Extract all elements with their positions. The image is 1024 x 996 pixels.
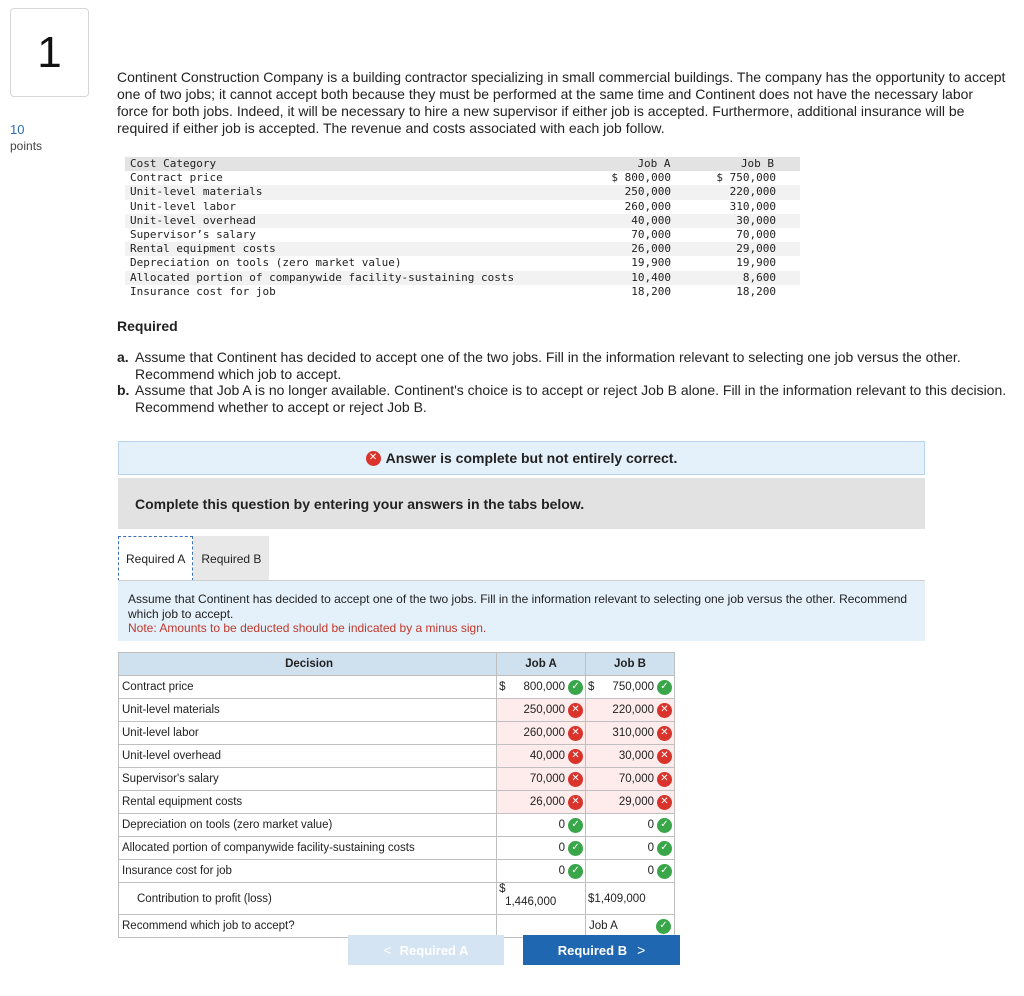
cost-table-row xyxy=(125,256,800,270)
cost-cell: $ 750,000 xyxy=(716,171,776,185)
header-decision: Decision xyxy=(119,653,497,676)
instructions-text: Assume that Continent has decided to accept one of the two jobs. Fill in the information relevant to selecting one job versus the other. Recommend which job to accept. xyxy=(128,592,908,621)
header-job-b: Job B xyxy=(586,653,675,676)
answer-input-job-a[interactable] xyxy=(497,860,585,882)
recommend-select[interactable] xyxy=(586,915,674,937)
tab-instructions xyxy=(118,581,925,641)
cost-cell: 8,600 xyxy=(742,270,776,284)
answer-value: 250,000 xyxy=(523,704,566,716)
cost-cell: 40,000 xyxy=(631,213,671,227)
required-item-label: b. xyxy=(117,382,130,398)
answer-input-job-a[interactable] xyxy=(497,722,585,744)
chevron-right-icon: > xyxy=(637,942,646,958)
contribution-value-a xyxy=(497,883,585,914)
cost-cell: 70,000 xyxy=(631,227,671,241)
cost-table-row xyxy=(125,242,800,256)
answer-row xyxy=(119,768,675,791)
answer-input-job-a[interactable] xyxy=(497,768,585,790)
answer-value: 800,000 xyxy=(523,681,566,693)
header-job-a: Job A xyxy=(497,653,586,676)
answer-cell-job-a xyxy=(497,722,586,745)
answer-row xyxy=(119,745,675,768)
cost-header-cell: Job B xyxy=(740,157,775,170)
answer-input-job-b[interactable] xyxy=(586,837,674,859)
answer-row-label: Unit-level overhead xyxy=(119,745,497,768)
chevron-left-icon: < xyxy=(383,942,392,958)
dollar-sign: $ xyxy=(588,681,595,693)
tab-bar xyxy=(118,536,269,581)
cost-cell: 250,000 xyxy=(624,185,671,199)
incorrect-icon: ✕ xyxy=(657,749,672,764)
required-item-text: Assume that Job A is no longer available. Continent's choice is to accept or reject Job B alone. Fill in the information relevant to this decision. Recommend whether to accept or reject Job B. xyxy=(135,382,1007,415)
answer-input-job-b[interactable] xyxy=(586,768,674,790)
answer-input-job-b[interactable] xyxy=(586,814,674,836)
cost-cell: 19,900 xyxy=(631,256,671,270)
incorrect-icon: ✕ xyxy=(568,703,583,718)
instruction-bar xyxy=(118,478,925,529)
answer-input-job-a[interactable] xyxy=(497,837,585,859)
cost-cell: 310,000 xyxy=(729,199,776,213)
answer-cell-job-b xyxy=(586,676,675,699)
answer-cell-job-a xyxy=(497,814,586,837)
answer-input-job-a[interactable] xyxy=(497,745,585,767)
banner-text: Answer is complete but not entirely correct. xyxy=(385,450,678,466)
answer-cell-job-b xyxy=(586,768,675,791)
answer-cell-job-a xyxy=(497,860,586,883)
check-icon: ✓ xyxy=(568,818,583,833)
answer-cell-job-a xyxy=(497,791,586,814)
cost-cell: 220,000 xyxy=(729,185,776,199)
points-value: 10 xyxy=(10,122,25,137)
cost-cell: Contract price xyxy=(130,171,223,185)
answer-value: 220,000 xyxy=(612,704,654,716)
recommend-value: Job A xyxy=(589,920,618,932)
answer-value: 0 xyxy=(558,842,566,854)
answer-value: 0 xyxy=(647,819,654,831)
check-icon: ✓ xyxy=(568,680,583,695)
prev-tab-button[interactable] xyxy=(348,935,504,965)
answer-value: 260,000 xyxy=(523,727,566,739)
check-icon: ✓ xyxy=(568,864,583,879)
next-tab-label: Required B xyxy=(557,942,628,958)
cost-cell: 26,000 xyxy=(631,242,671,256)
incorrect-icon: ✕ xyxy=(568,795,583,810)
answer-row xyxy=(119,699,675,722)
contribution-row xyxy=(119,883,675,915)
answer-input-job-a[interactable] xyxy=(497,699,585,721)
answer-cell-job-b xyxy=(586,745,675,768)
cost-cell: 260,000 xyxy=(624,199,671,213)
answer-input-job-b[interactable] xyxy=(586,745,674,767)
check-icon: ✓ xyxy=(657,841,672,856)
instruction-bar-text: Complete this question by entering your answers in the tabs below. xyxy=(135,495,585,512)
cost-table-row xyxy=(125,271,800,285)
points-label: points xyxy=(10,139,43,153)
cost-cell: $ 800,000 xyxy=(611,171,671,185)
tab-required-a[interactable]: Required A xyxy=(118,536,193,581)
contribution-amount-a: 1,446,000 xyxy=(505,896,557,908)
answer-status-banner xyxy=(118,441,925,475)
answer-cell-job-b xyxy=(586,722,675,745)
answer-row xyxy=(119,722,675,745)
dollar-sign: $ xyxy=(499,681,506,693)
incorrect-icon: ✕ xyxy=(657,795,672,810)
instructions-note: Note: Amounts to be deducted should be indicated by a minus sign. xyxy=(128,621,487,635)
cost-table xyxy=(125,157,800,299)
incorrect-icon: ✕ xyxy=(366,451,381,466)
answer-row xyxy=(119,814,675,837)
answer-row-label: Contract price xyxy=(119,676,497,699)
answer-cell-job-b xyxy=(586,791,675,814)
answer-row xyxy=(119,837,675,860)
check-icon: ✓ xyxy=(657,680,672,695)
cost-cell: 29,000 xyxy=(736,242,776,256)
question-number: 1 xyxy=(37,27,62,77)
answer-value: 40,000 xyxy=(529,750,566,762)
answer-value: 0 xyxy=(558,865,566,877)
answer-input-job-a[interactable] xyxy=(497,814,585,836)
cost-cell: 18,200 xyxy=(736,284,776,298)
answer-value: 0 xyxy=(647,865,654,877)
answer-cell-job-a xyxy=(497,676,586,699)
question-intro: Continent Construction Company is a building contractor specializing in small commercial buildings. The company has the opportunity to accept one of two jobs; it cannot accept both because they must be performed at the same time and Continent does not have the necessary labor force for both jobs. Indeed, it will be necessary to hire a new supervisor if either job is accepted. Furthermore, additional insurance will be required if either job is accepted. The revenue and costs associated with each job follow. xyxy=(117,69,1006,136)
contribution-label: Contribution to profit (loss) xyxy=(119,883,497,915)
answer-cell-job-b xyxy=(586,814,675,837)
tab-required-b[interactable]: Required B xyxy=(193,536,269,581)
cost-table-row xyxy=(125,214,800,228)
answer-cell-job-b xyxy=(586,860,675,883)
answer-cell-job-a xyxy=(497,768,586,791)
check-icon: ✓ xyxy=(657,864,672,879)
cost-cell: Rental equipment costs xyxy=(130,242,276,256)
cost-table-row xyxy=(125,171,800,185)
answer-value: 26,000 xyxy=(529,796,566,808)
contribution-job-b: $1,409,000 xyxy=(586,883,675,915)
question-number-box xyxy=(10,8,89,97)
incorrect-icon: ✕ xyxy=(568,749,583,764)
answer-input-job-b[interactable] xyxy=(586,722,674,744)
answer-value: 750,000 xyxy=(612,681,654,693)
cost-cell: 19,900 xyxy=(736,256,776,270)
answer-value: 0 xyxy=(647,842,654,854)
cost-table-row xyxy=(125,228,800,242)
required-item-label: a. xyxy=(117,349,129,365)
answer-value: 310,000 xyxy=(612,727,654,739)
cost-header-cell: Job A xyxy=(637,157,671,170)
required-item xyxy=(117,382,1007,415)
answer-value: 0 xyxy=(558,819,566,831)
answer-cell-job-b xyxy=(586,699,675,722)
cost-header-cell: Cost Category xyxy=(130,157,217,170)
answer-cell-job-b xyxy=(586,837,675,860)
cost-cell: Insurance cost for job xyxy=(130,284,276,298)
answer-row-label: Depreciation on tools (zero market value) xyxy=(119,814,497,837)
answer-input-job-b[interactable] xyxy=(586,676,674,698)
check-icon: ✓ xyxy=(568,841,583,856)
cost-cell: 70,000 xyxy=(736,227,776,241)
answer-cell-job-a xyxy=(497,837,586,860)
incorrect-icon: ✕ xyxy=(657,703,672,718)
incorrect-icon: ✕ xyxy=(568,726,583,741)
prev-tab-label: Required A xyxy=(399,942,469,958)
answer-value: 70,000 xyxy=(618,773,654,785)
answer-table xyxy=(118,652,675,938)
contribution-job-a xyxy=(497,883,586,915)
cost-table-row xyxy=(125,200,800,214)
cost-cell: Supervisor’s salary xyxy=(130,227,256,241)
answer-row xyxy=(119,791,675,814)
check-icon: ✓ xyxy=(656,919,671,934)
cost-cell: Unit-level labor xyxy=(130,199,236,213)
cost-cell: 18,200 xyxy=(631,284,671,298)
required-list xyxy=(117,349,1007,415)
answer-input-job-a[interactable] xyxy=(497,791,585,813)
answer-value: 29,000 xyxy=(618,796,654,808)
answer-row-label: Rental equipment costs xyxy=(119,791,497,814)
points-info xyxy=(10,122,42,154)
answer-input-job-a[interactable] xyxy=(497,676,585,698)
cost-cell: Unit-level overhead xyxy=(130,213,256,227)
answer-value: 30,000 xyxy=(618,750,654,762)
answer-input-job-b[interactable] xyxy=(586,860,674,882)
required-item-text: Assume that Continent has decided to accept one of the two jobs. Fill in the information relevant to selecting one job versus the other. Recommend which job to accept. xyxy=(135,349,961,382)
cost-cell: 30,000 xyxy=(736,213,776,227)
cost-table-row xyxy=(125,285,800,299)
answer-row-label: Allocated portion of companywide facility-sustaining costs xyxy=(119,837,497,860)
cost-cell: Allocated portion of companywide facility-sustaining costs xyxy=(130,270,515,284)
answer-row-label: Insurance cost for job xyxy=(119,860,497,883)
cost-table-header xyxy=(125,157,800,171)
check-icon: ✓ xyxy=(657,818,672,833)
answer-value: 70,000 xyxy=(529,773,566,785)
cost-cell: Unit-level materials xyxy=(130,185,263,199)
required-heading: Required xyxy=(117,318,178,334)
answer-row-label: Unit-level labor xyxy=(119,722,497,745)
answer-row-label: Unit-level materials xyxy=(119,699,497,722)
answer-cell-job-a xyxy=(497,745,586,768)
incorrect-icon: ✕ xyxy=(657,772,672,787)
answer-row xyxy=(119,676,675,699)
answer-input-job-b[interactable] xyxy=(586,699,674,721)
answer-row-label: Supervisor's salary xyxy=(119,768,497,791)
cost-cell: 10,400 xyxy=(631,270,671,284)
answer-row xyxy=(119,860,675,883)
required-item xyxy=(117,349,1007,382)
incorrect-icon: ✕ xyxy=(568,772,583,787)
cost-cell: Depreciation on tools (zero market value) xyxy=(130,256,402,270)
dollar-sign: $ xyxy=(499,883,506,895)
answer-cell-job-a xyxy=(497,699,586,722)
next-tab-button[interactable] xyxy=(523,935,680,965)
incorrect-icon: ✕ xyxy=(657,726,672,741)
answer-input-job-b[interactable] xyxy=(586,791,674,813)
cost-table-row xyxy=(125,185,800,199)
recommend-label: Recommend which job to accept? xyxy=(119,915,497,938)
